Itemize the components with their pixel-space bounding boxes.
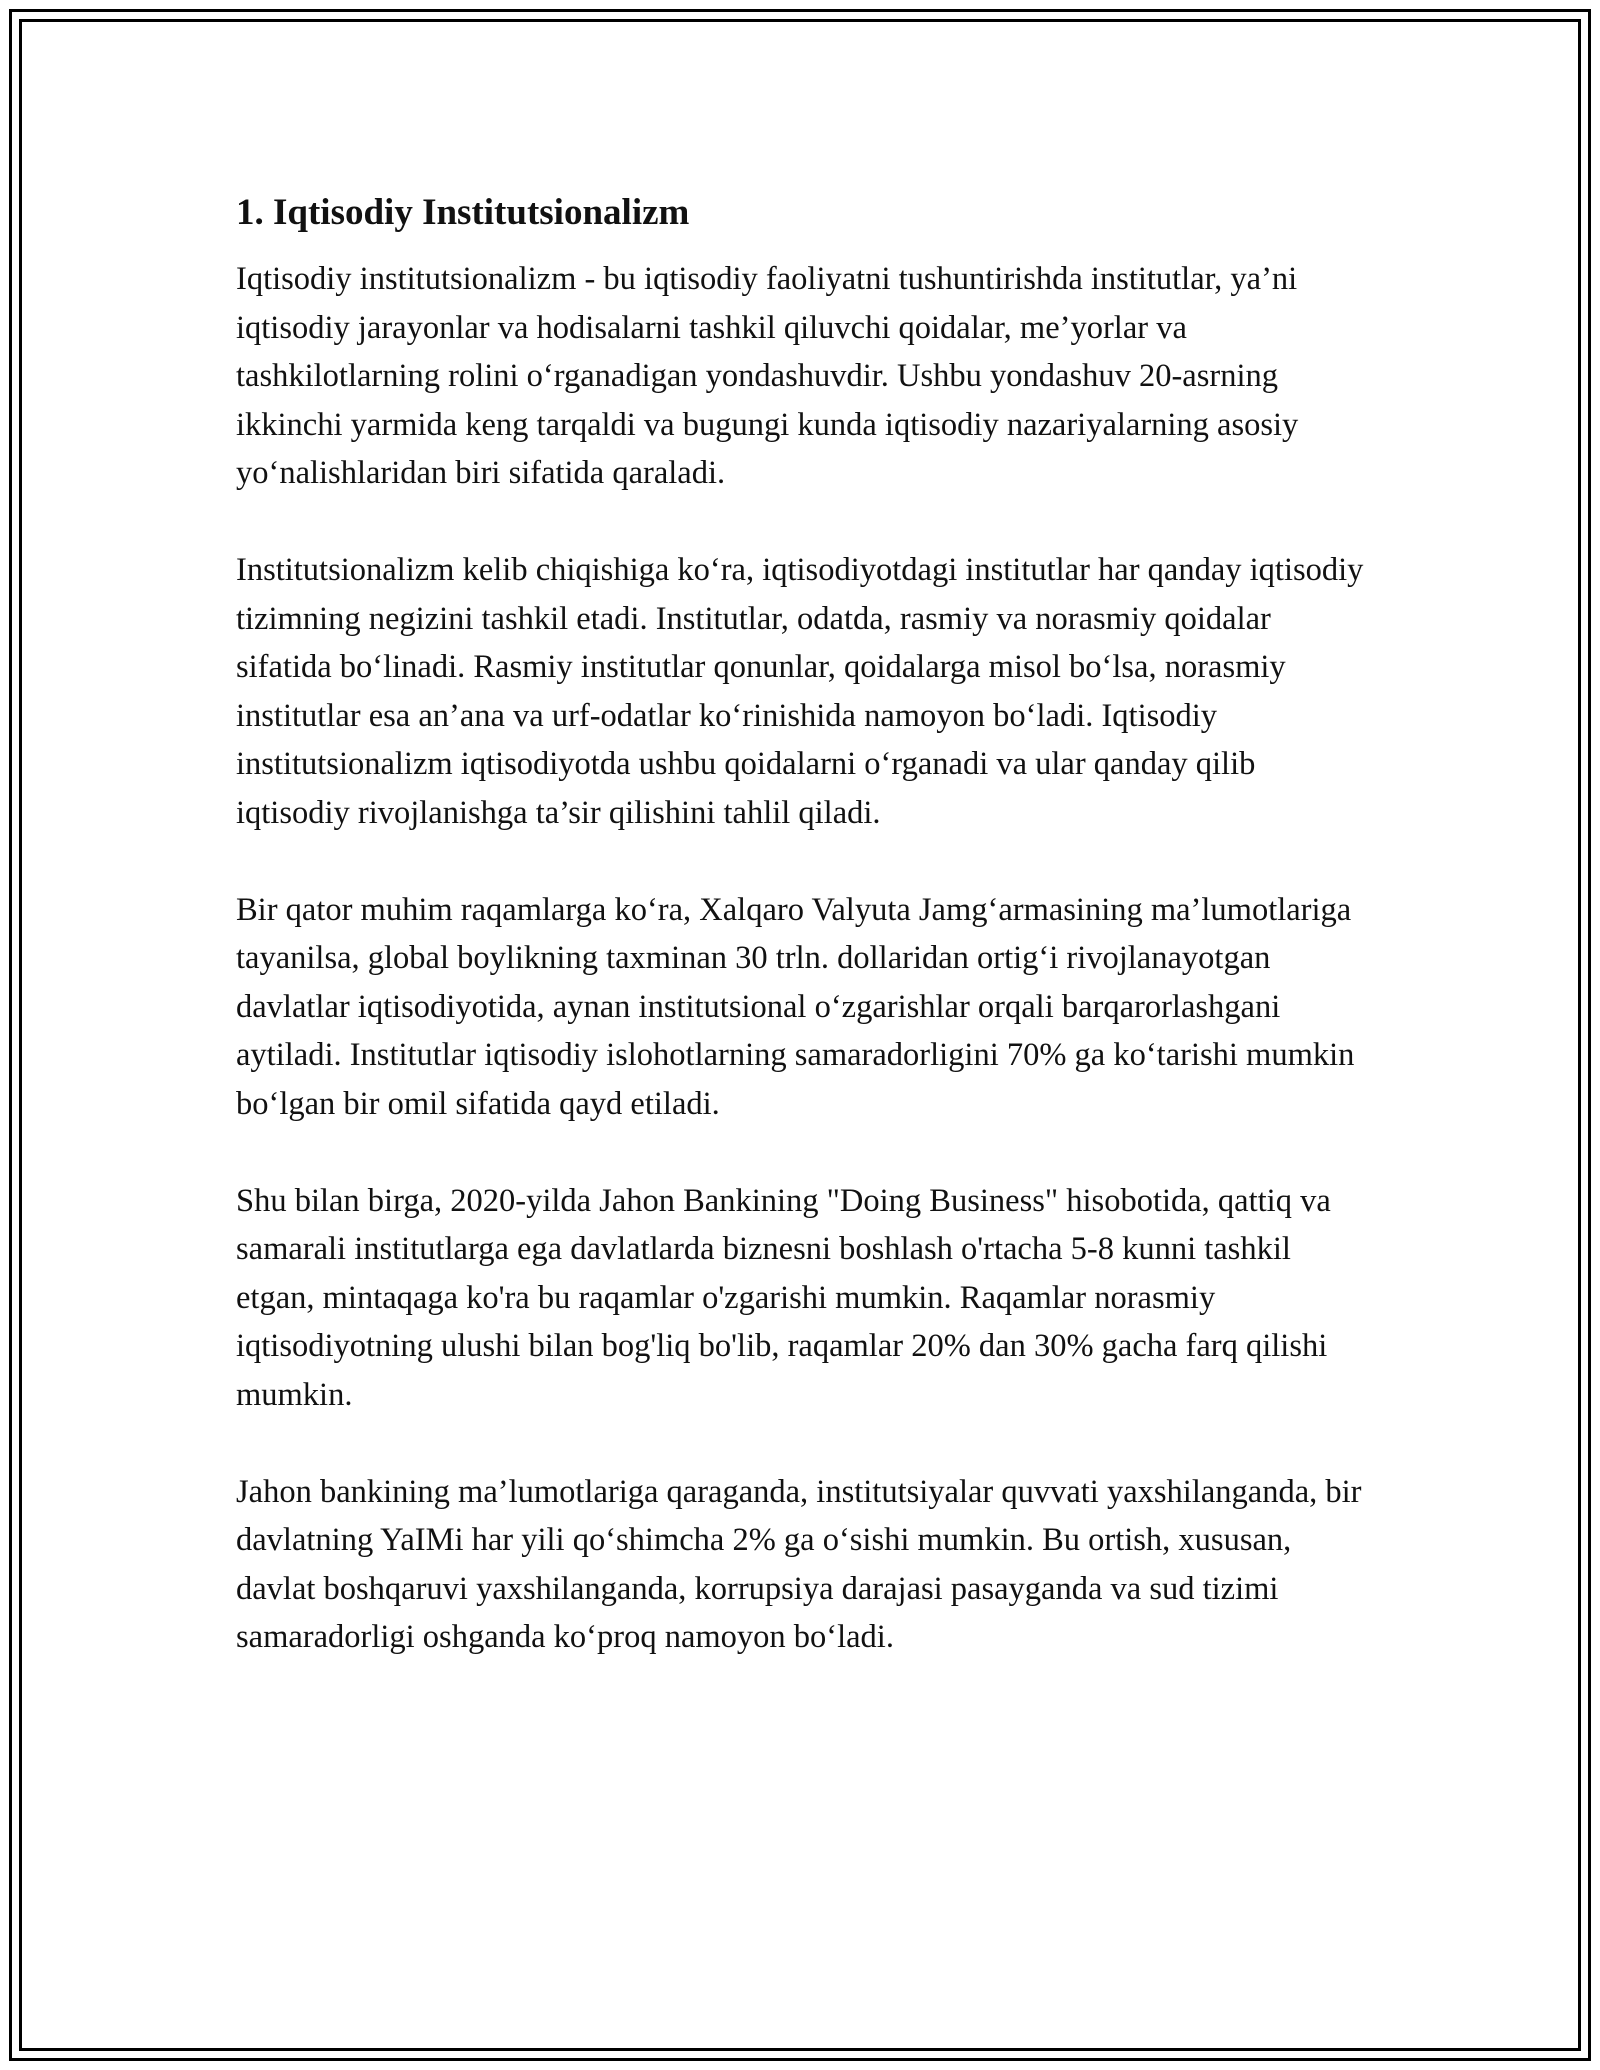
paragraph-doing-business: Shu bilan birga, 2020-yilda Jahon Bankining "Doing Business" hisobotida, qattiq va samarali institutlarga ega davlatlarda biznesni boshlash o'rtacha 5-8 kunni tashkil etgan, mintaqaga ko'ra bu raqamlar o'zgarishi mumkin. Raqamlar norasmiy iqtisodiyotning ulushi bilan bog'liq bo'lib, raqamlar 20% dan 30% gacha farq qilishi mumkin. [236,1182,1331,1413]
paragraph-imf-figures: Bir qator muhim raqamlarga ko‘ra, Xalqaro Valyuta Jamg‘armasining ma’lumotlariga tayanilsa, global boylikning taxminan 30 trln. dollaridan ortig‘i rivojlanayotgan davlatlar iqtisodiyotida, aynan institutsional o‘zgarishlar orqali barqarorlashgani aytiladi. Institutlar iqtisodiy islohotlarning samaradorligini 70% ga ko‘tarishi mumkin bo‘lgan bir omil sifatida qayd etiladi. [236,891,1355,1122]
paragraph-origins: Institutsionalizm kelib chiqishiga ko‘ra, iqtisodiyotdagi institutlar har qanday iqtisodiy tizimning negizini tashkil etadi. Institutlar, odatda, rasmiy va norasmiy qoidalar sifatida bo‘linadi. Rasmiy institutlar qonunlar, qoidalarga misol bo‘lsa, norasmiy institutlar esa an’ana va urf-odatlar ko‘rinishida namoyon bo‘ladi. Iqtisodiy institutsionalizm iqtisodiyotda ushbu qoidalarni o‘rganadi va ular qanday qilib iqtisodiy rivojlanishga ta’sir qilishini tahlil qiladi. [236,552,1364,831]
paragraph-gdp-growth: Jahon bankining ma’lumotlariga qaraganda, institutsiyalar quvvati yaxshilanganda, bir davlatning YaIMi har yili qo‘shimcha 2% ga o‘sishi mumkin. Bu ortish, xususan, davlat boshqaruvi yaxshilanganda, korrupsiya darajasi pasayganda va sud tizimi samaradorligi oshganda ko‘proq namoyon bo‘ladi. [236,1473,1362,1655]
document-body [236,185,1366,1710]
paragraph-definition: Iqtisodiy institutsionalizm - bu iqtisodiy faoliyatni tushuntirishda institutlar, ya’ni iqtisodiy jarayonlar va hodisalarni tashkil qiluvchi qoidalar, me’yorlar va tashkilotlarning rolini o‘rganadigan yondashuvdir. Ushbu yondashuv 20-asrning ikkinchi yarmida keng tarqaldi va bugungi kunda iqtisodiy nazariyalarning asosiy yo‘nalishlaridan biri sifatida qaraladi. [236,261,1299,491]
section-heading: 1. Iqtisodiy Institutsionalizm [236,192,690,233]
